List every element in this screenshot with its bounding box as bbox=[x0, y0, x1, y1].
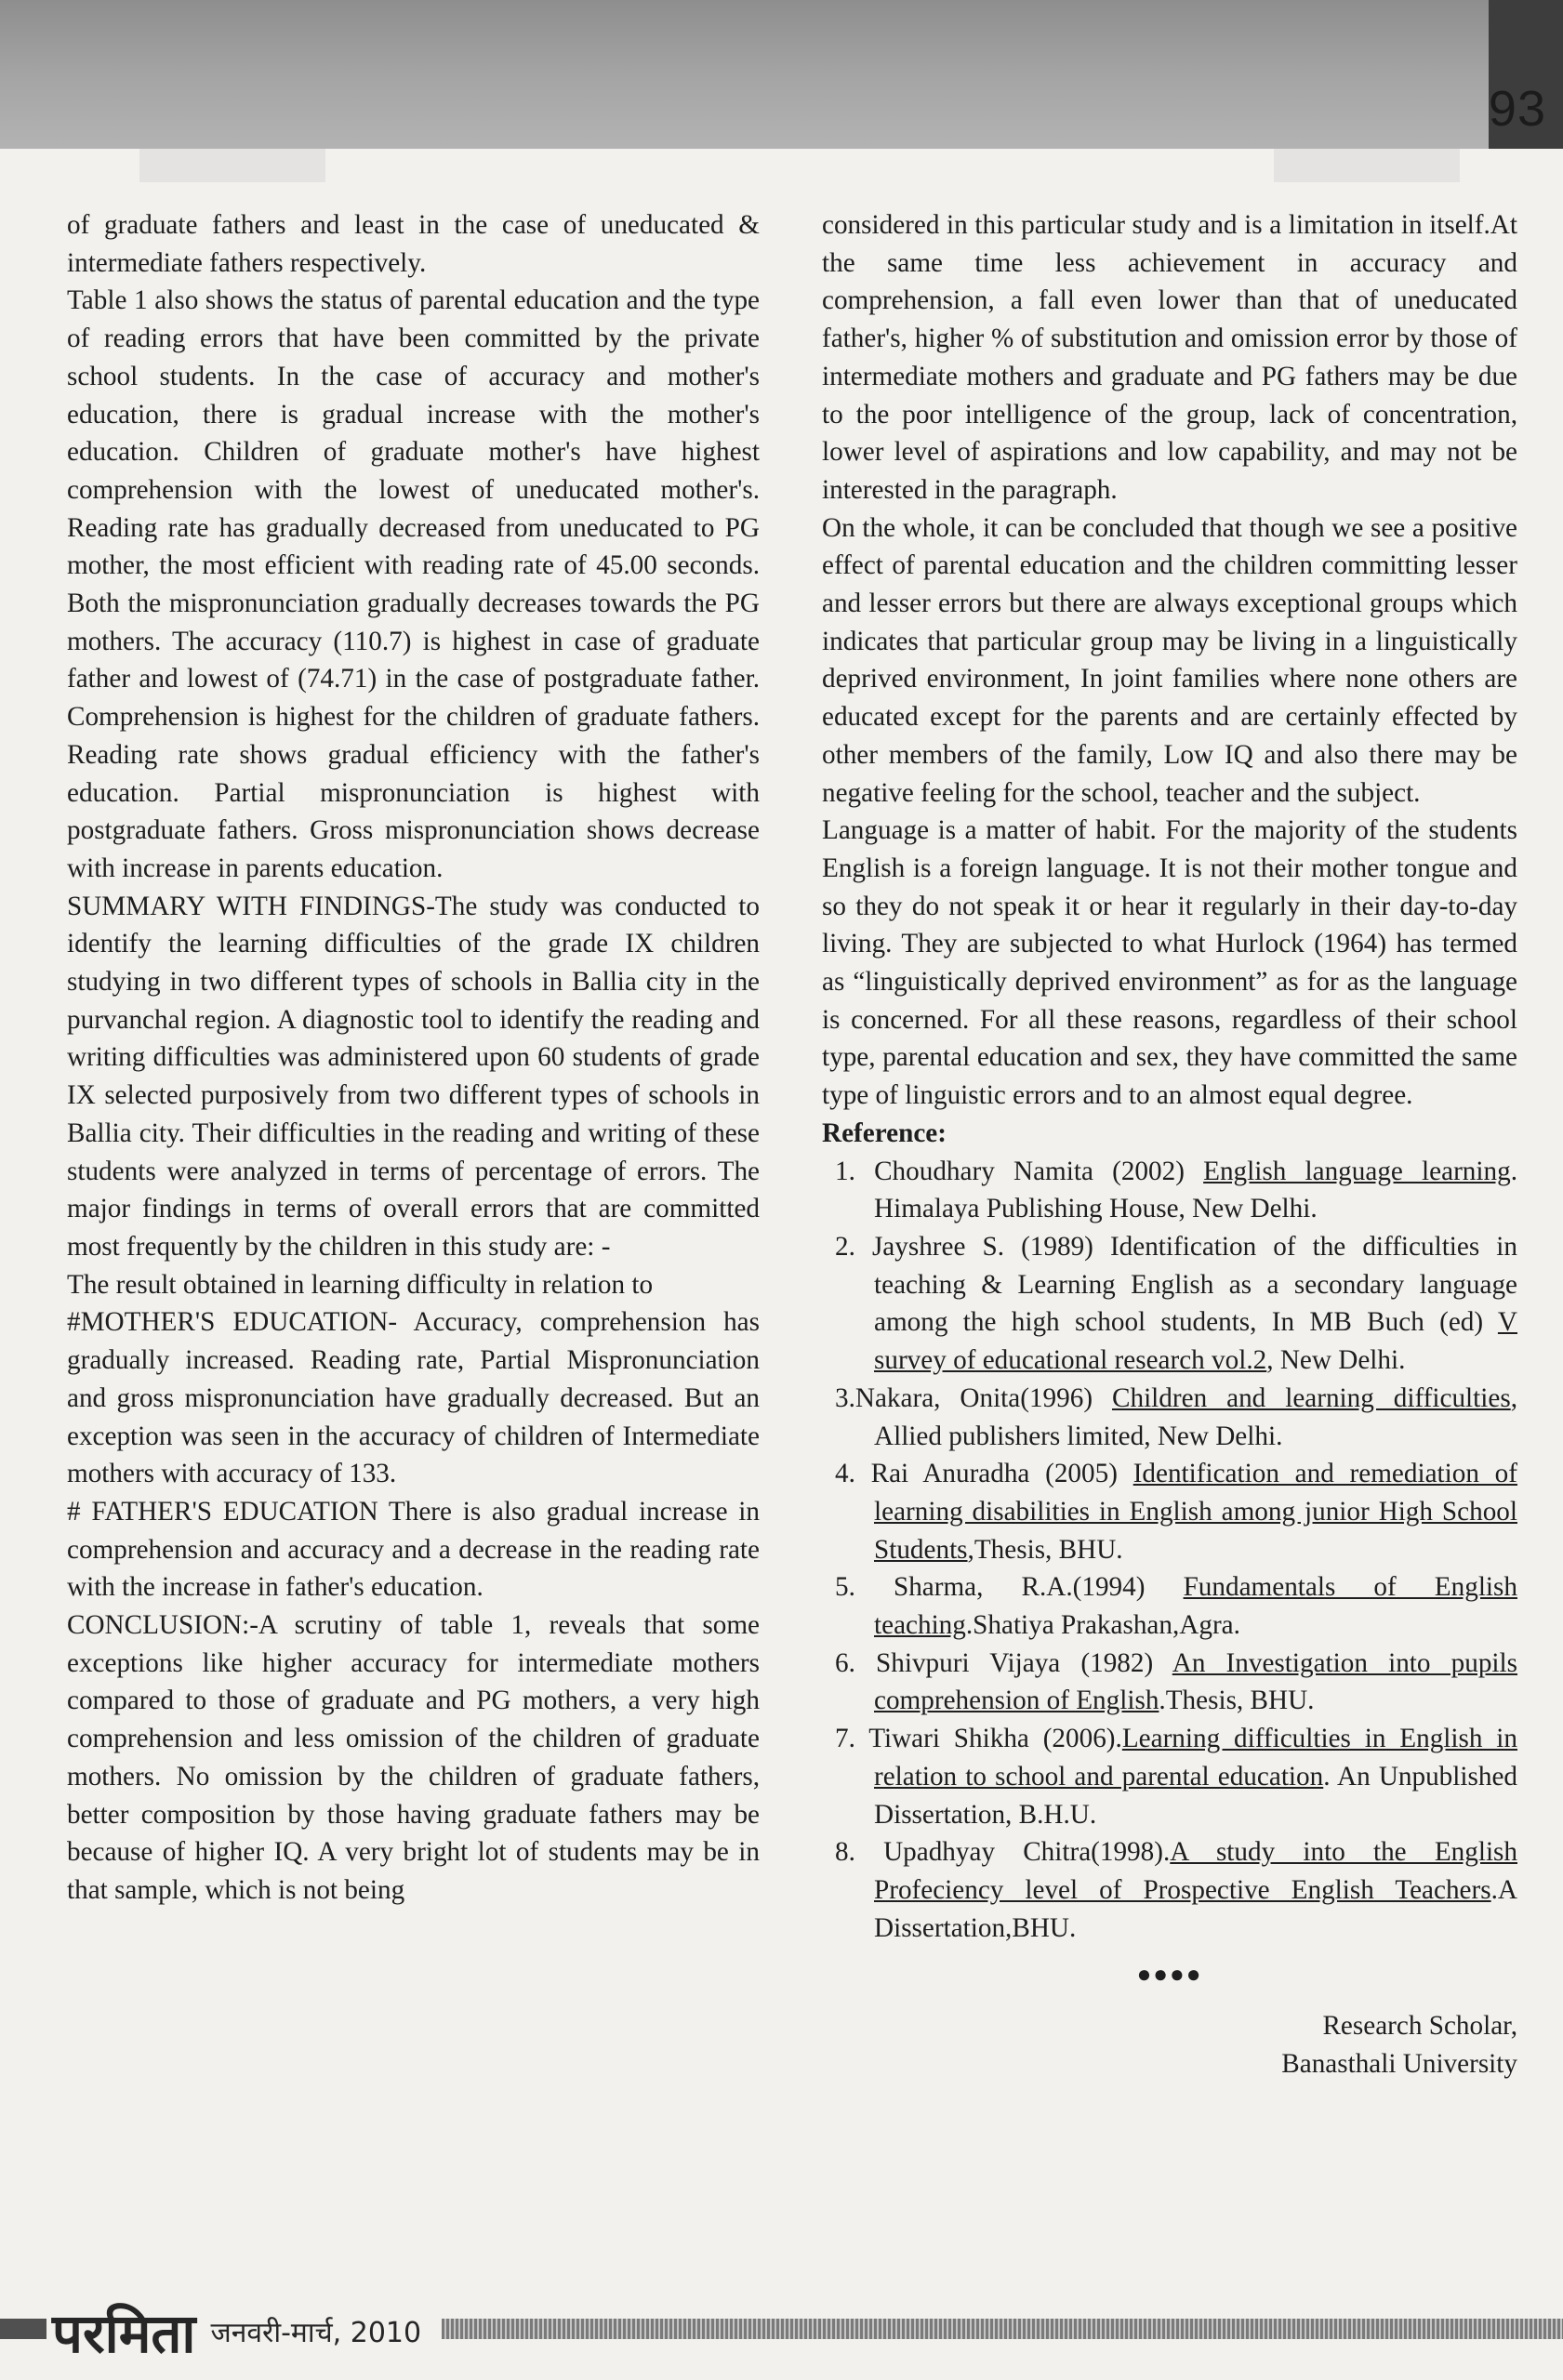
reference-item: 8. Upadhyay Chitra(1998).A study into the English Profeciency level of Prospective English Teachers.A Dissertation,BHU. bbox=[835, 1837, 1518, 1943]
reference-item: 6. Shivpuri Vijaya (1982) An Investigation into pupils comprehension of English.Thesis, BHU. bbox=[835, 1647, 1517, 1716]
footer-title bbox=[46, 2294, 442, 2367]
reference-item: 1. Choudhary Namita (2002) English language learning. Himalaya Publishing House, New Delhi. bbox=[835, 1156, 1517, 1224]
show-through-text bbox=[139, 149, 325, 182]
page-number: 93 bbox=[1488, 81, 1546, 137]
paragraph: Language is a matter of habit. For the majority of the students English is a foreign language. It is not their mother tongue and so they do not speak it or hear it regularly in their day-to-day living. They are subjected to what Hurlock (1964) has termed as “linguistically deprived environment” as for as the language is concerned. For all these reasons, regardless of their school type, parental education and sex, they have committed the same type of linguistic errors and to an almost equal degree. bbox=[822, 815, 1517, 1111]
reference-item: 5. Sharma, R.A.(1994) Fundamentals of English teaching.Shatiya Prakashan,Agra. bbox=[835, 1572, 1517, 1641]
page-header-band bbox=[0, 0, 1563, 149]
author-institution: Banasthali University bbox=[1281, 2048, 1517, 2079]
right-column bbox=[822, 206, 1517, 2082]
paragraph: of graduate fathers and least in the case of uneducated & intermediate fathers respectively. bbox=[67, 210, 760, 278]
reference-item: 7. Tiwari Shikha (2006).Learning difficulties in English in relation to school and parental education. An Unpublished Dissertation, B.H.U. bbox=[835, 1724, 1518, 1830]
author-role: Research Scholar, bbox=[1322, 2011, 1517, 2042]
paragraph: #MOTHER'S EDUCATION- Accuracy, comprehension has gradually increased. Reading rate, Partial Mispronunciation and gross mispronunciation have gradually decreased. But an exception was seen in the accuracy of children of Intermediate mothers with accuracy of 133. bbox=[67, 1307, 760, 1489]
reference-item: 4. Rai Anuradha (2005) Identification and remediation of learning disabilities in English among junior High School Students,Thesis, BHU. bbox=[835, 1459, 1517, 1565]
paragraph: SUMMARY WITH FINDINGS-The study was conducted to identify the learning difficulties of the grade IX children studying in two different types of schools in Ballia city in the purvanchal region. A diagnostic tool to identify the reading and writing difficulties was administered upon 60 students of grade IX selected purposively from two different types of schools in Ballia city. Their difficulties in the reading and writing of these students were analyzed in terms of percentage of errors. The major findings in terms of overall errors that are committed most frequently by the children in this study are: - bbox=[67, 891, 760, 1262]
section-separator: ●●●● bbox=[1136, 1961, 1203, 1989]
paragraph: considered in this particular study and is a limitation in itself.At the same time less achievement in accuracy and comprehension, a fall even lower than that of uneducated father's, higher % of substitution and omission error by those of intermediate mothers and graduate and PG fathers may be due to the poor intelligence of the group, lack of concentration, lower level of aspirations and low capability, and may not be interested in the paragraph. bbox=[822, 210, 1517, 505]
issue-date: जनवरी-मार्च, 2010 bbox=[210, 2316, 422, 2349]
page-footer bbox=[0, 2294, 1563, 2367]
paragraph: # FATHER'S EDUCATION There is also gradual increase in comprehension and accuracy and a decrease in the reading rate with the increase in father's education. bbox=[67, 1496, 760, 1603]
author-info bbox=[822, 2007, 1517, 2082]
reference-list bbox=[822, 1153, 1517, 1948]
paragraph: CONCLUSION:-A scrutiny of table 1, reveals that some exceptions like higher accuracy for intermediate mothers compared to those of graduate and PG mothers, a very high comprehension and less omission of the children of graduate mothers. No omission by the children of graduate fathers, better composition by those having graduate fathers may be because of higher IQ. A very bright lot of students may be in that sample, which is not being bbox=[67, 1610, 760, 1905]
show-through-text bbox=[1274, 149, 1460, 182]
paragraph: On the whole, it can be concluded that though we see a positive effect of parental education and the children committing lesser and lesser errors but there are always exceptional groups which indicates that particular group may be living in a linguistically deprived environment, In joint families where none others are educated except for the parents and are certainly effected by other members of the family, Low IQ and also there may be negative feeling for the school, teacher and the subject. bbox=[822, 512, 1517, 808]
references-heading: Reference: bbox=[822, 1117, 947, 1148]
footer-rule-cap bbox=[0, 2319, 46, 2339]
paragraph: Table 1 also shows the status of parental education and the type of reading errors that have been committed by the private school students. In the case of accuracy and mother's education, there is gradual increase with the mother's education. Children of graduate mother's have highest comprehension with the lowest of uneducated mother's. Reading rate has gradually decreased from uneducated to PG mother, the most efficient with reading rate of 45.00 seconds. Both the mispronunciation gradually decreases towards the PG mothers. The accuracy (110.7) is highest in case of graduate father and lowest of (74.71) in the case of postgraduate father. Comprehension is highest for the children of graduate fathers. Reading rate shows gradual efficiency with the father's education. Partial mispronunciation is highest with postgraduate fathers. Gross mispronunciation shows decrease with increase in parents education. bbox=[67, 285, 760, 883]
reference-item: 2. Jayshree S. (1989) Identification of the difficulties in teaching & Learning English as a secondary language among the high school students, In MB Buch (ed) V survey of educational research vol.2, New Delhi. bbox=[835, 1231, 1517, 1376]
reference-item: 3.Nakara, Onita(1996) Children and learning difficulties, Allied publishers limited, New Delhi. bbox=[835, 1382, 1517, 1451]
magazine-name: परमिता bbox=[52, 2301, 196, 2365]
paragraph: The result obtained in learning difficulty in relation to bbox=[67, 1269, 654, 1300]
left-column bbox=[67, 206, 760, 1910]
